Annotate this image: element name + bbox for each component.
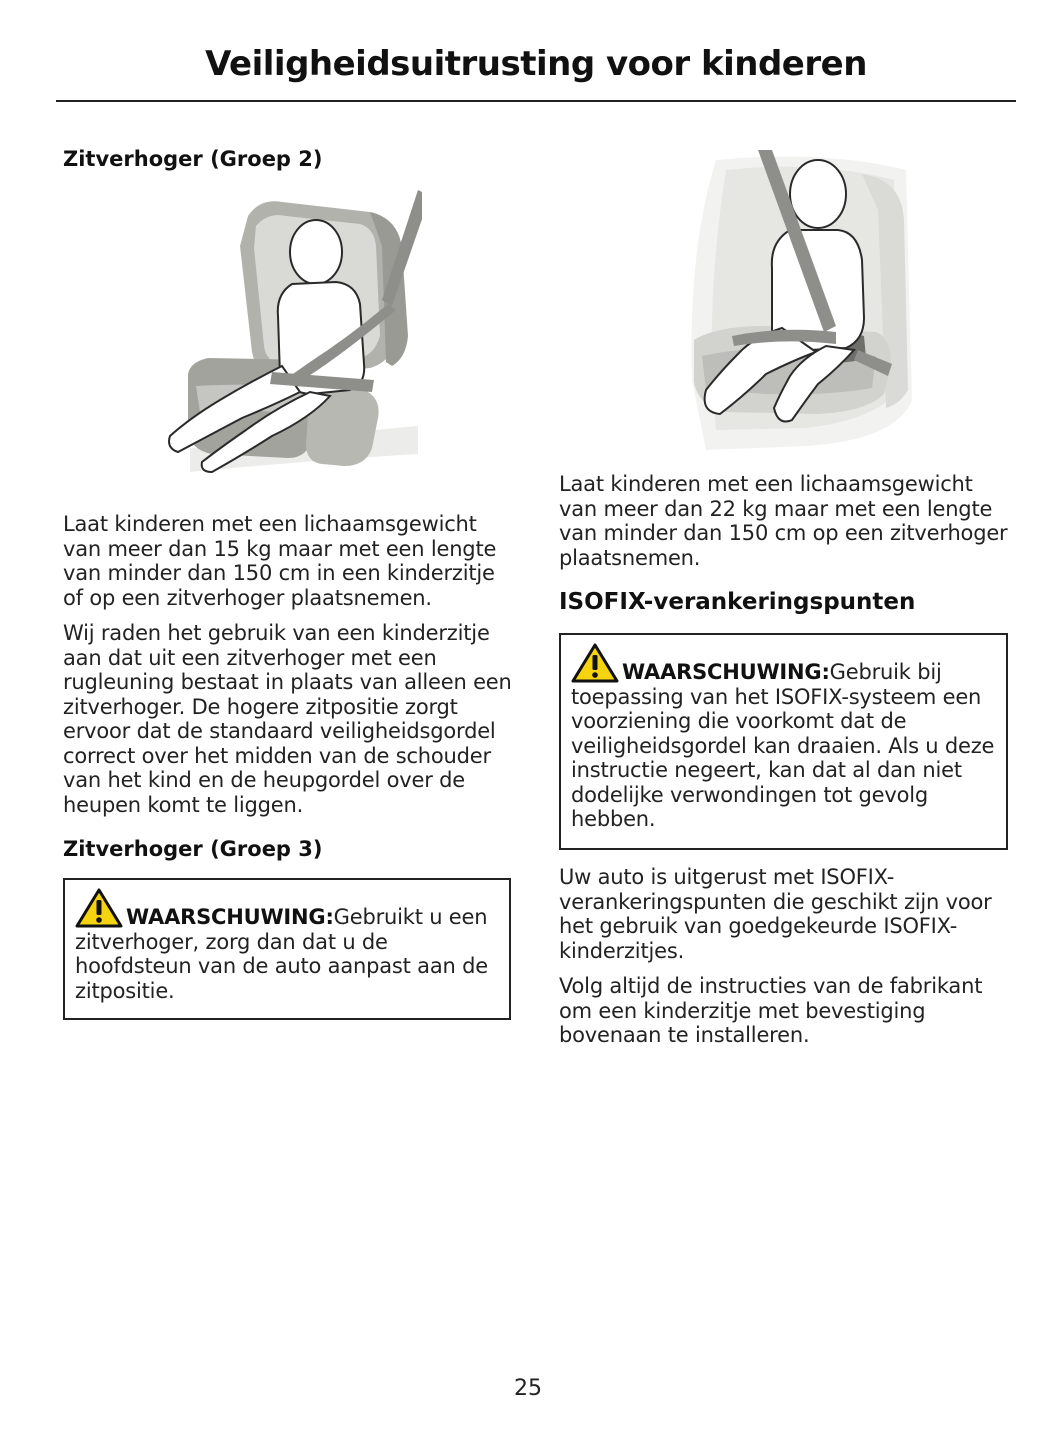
warning-triangle-icon	[571, 643, 619, 683]
heading-zitverhoger-groep-2: Zitverhoger (Groep 2)	[63, 147, 323, 171]
heading-isofix-verankeringspunten: ISOFIX-verankeringspunten	[559, 589, 916, 615]
page-number: 25	[514, 1376, 542, 1401]
warning-triangle-icon	[75, 888, 123, 928]
booster-seat-without-backrest-illustration	[686, 150, 914, 450]
paragraph-backrest-recommendation: Wij raden het gebruik van een kinderzitje aan dat uit een zitverhoger met een rugleuning bestaat in plaats van alleen een zitverhoger. De hogere zitpositie zorgt ervoor dat de standaard veiligheidsgordel correct over het midden van de schouder van het kind en de heupgordel over de heupen komt te liggen.	[63, 621, 512, 817]
paragraph-groep-3-weight: Laat kinderen met een lichaamsgewicht van meer dan 22 kg maar met een lengte van minder dan 150 cm op een zitverhoger plaatsnemen.	[559, 472, 1008, 570]
booster-seat-with-backrest-illustration	[160, 186, 422, 476]
warning-text: Gebruikt u een zitverhoger, zorg dan dat u de hoofdsteun van de auto aanpast aan de zitpositie.	[75, 905, 488, 1003]
warning-box-headrest	[63, 878, 511, 1020]
paragraph-groep-2-weight: Laat kinderen met een lichaamsgewicht van meer dan 15 kg maar met een lengte van minder dan 150 cm in een kinderzitje of op een zitverhoger plaatsnemen.	[63, 512, 497, 610]
warning-label: WAARSCHUWING:	[622, 660, 830, 684]
page-title: Veiligheidsuitrusting voor kinderen	[205, 44, 867, 84]
warning-text: Gebruik bij toepassing van het ISOFIX-systeem een voorziening die voorkomt dat de veiligheidsgordel kan draaien. Als u deze instructie negeert, kan dat al dan niet dodelijke verwondingen tot gevolg hebben.	[571, 660, 995, 831]
heading-zitverhoger-groep-3: Zitverhoger (Groep 3)	[63, 837, 323, 861]
paragraph-isofix-equipped: Uw auto is uitgerust met ISOFIX-verankeringspunten die geschikt zijn voor het gebruik van goedgekeurde ISOFIX-kinderzitjes.	[559, 865, 992, 963]
paragraph-manufacturer-instructions: Volg altijd de instructies van de fabrikant om een kinderzitje met bevestiging bovenaan te installeren.	[559, 974, 983, 1047]
title-divider	[56, 100, 1016, 102]
warning-box-isofix	[559, 633, 1008, 850]
warning-label: WAARSCHUWING:	[126, 905, 334, 929]
